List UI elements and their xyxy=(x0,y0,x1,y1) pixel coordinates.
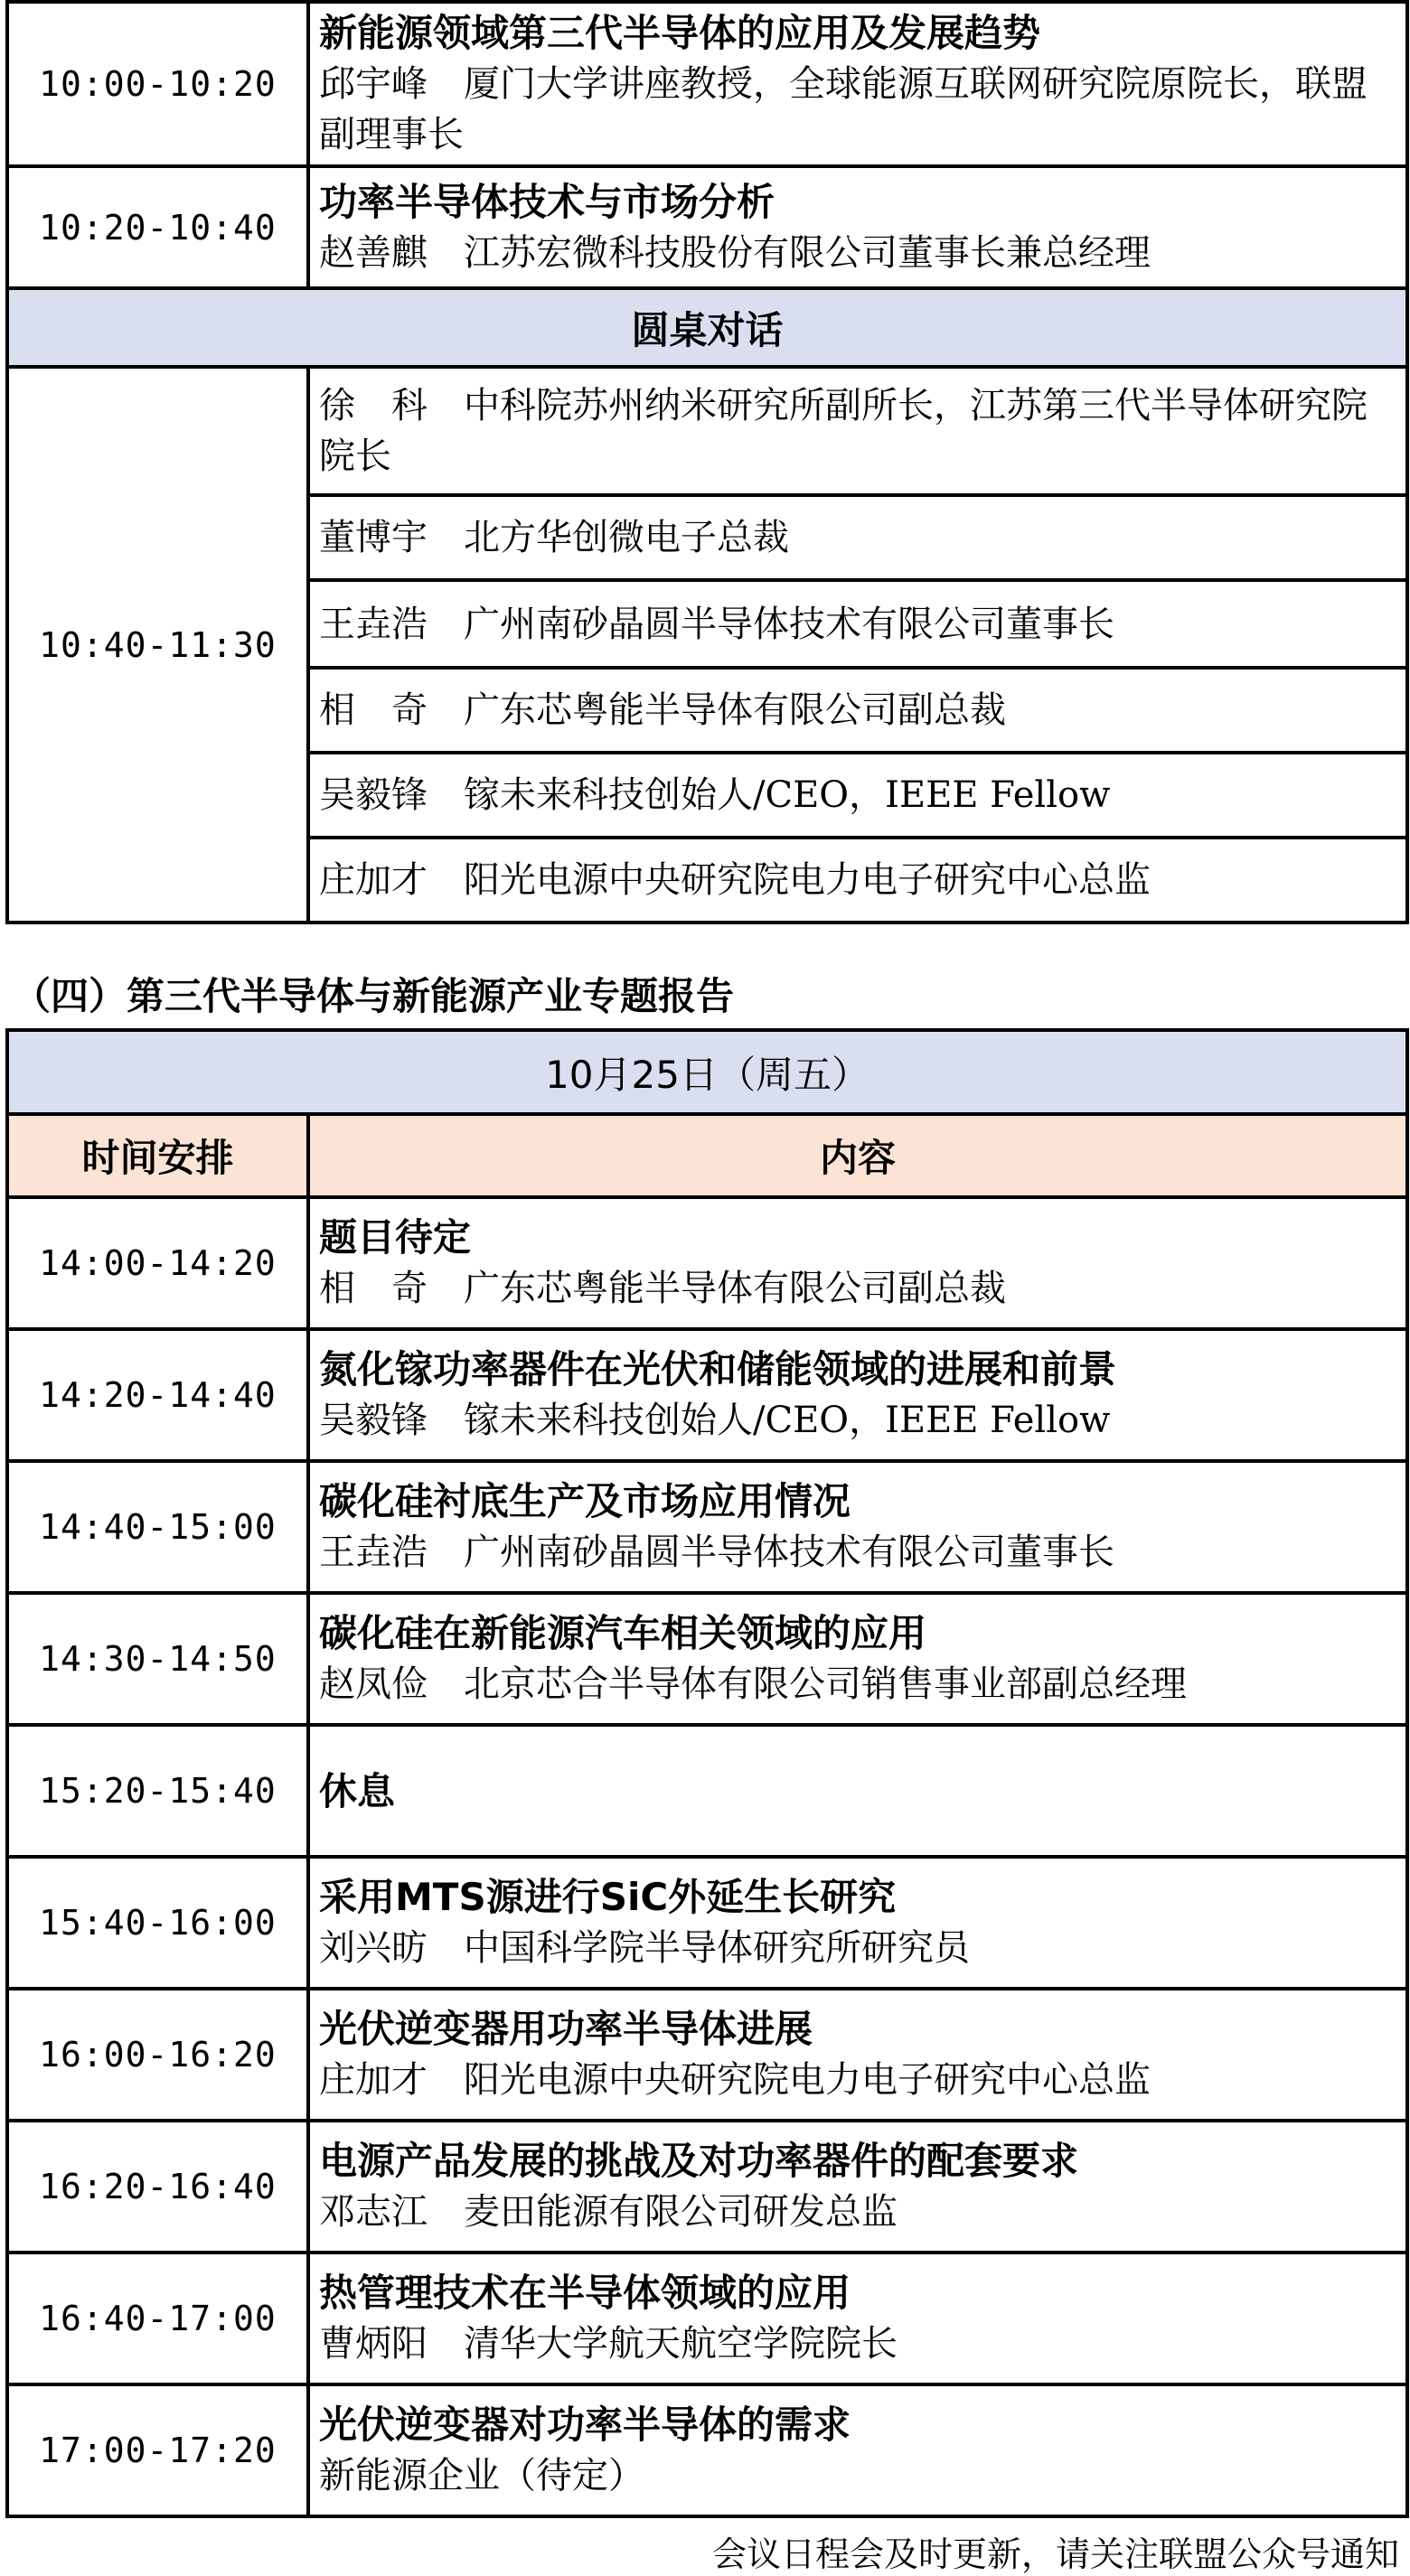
talk-title: 氮化镓功率器件在光伏和储能领域的进展和前景 xyxy=(319,1347,1117,1391)
content-cell xyxy=(308,1593,1407,1725)
content-cell xyxy=(308,1329,1407,1461)
talk-speaker: 王垚浩 广州南砂晶圆半导体技术有限公司董事长 xyxy=(319,1532,1114,1573)
agenda-table xyxy=(5,1028,1409,2518)
roundtable-time-cell: 10:40-11:30 xyxy=(7,367,308,923)
talk-title: 功率半导体技术与市场分析 xyxy=(319,179,776,224)
table-row xyxy=(7,1593,1407,1725)
talk-speaker: 刘兴昉 中国科学院半导体研究所研究员 xyxy=(319,1927,970,1969)
panelist: 相 奇 广东芯粤能半导体有限公司副总裁 xyxy=(308,668,1407,753)
content-cell xyxy=(308,1857,1407,1989)
panelist: 吴毅锋 镓未来科技创始人/CEO，IEEE Fellow xyxy=(308,753,1407,838)
table-row xyxy=(7,2253,1407,2384)
panelist: 王垚浩 广州南砂晶圆半导体技术有限公司董事长 xyxy=(308,580,1407,668)
time-cell: 10:00-10:20 xyxy=(7,2,308,166)
time-cell: 14:40-15:00 xyxy=(7,1461,308,1593)
time-cell: 10:20-10:40 xyxy=(7,166,308,288)
table-row xyxy=(7,2384,1407,2516)
table-row xyxy=(7,1461,1407,1593)
talk-speaker: 赵凤俭 北京芯合半导体有限公司销售事业部副总经理 xyxy=(319,1663,1187,1705)
column-header-row xyxy=(7,1114,1407,1197)
time-cell: 15:20-15:40 xyxy=(7,1725,308,1857)
table-row xyxy=(7,1725,1407,1857)
talk-title: 光伏逆变器对功率半导体的需求 xyxy=(319,2403,851,2447)
content-cell xyxy=(308,1989,1407,2121)
talk-speaker: 邓志江 麦田能源有限公司研发总监 xyxy=(319,2191,898,2233)
table-row xyxy=(7,166,1407,288)
talk-title: 题目待定 xyxy=(319,1215,472,1260)
time-cell: 14:30-14:50 xyxy=(7,1593,308,1725)
content-cell xyxy=(308,2,1407,166)
talk-title: 电源产品发展的挑战及对功率器件的配套要求 xyxy=(319,2139,1079,2183)
time-cell: 16:40-17:00 xyxy=(7,2253,308,2384)
talk-title: 新能源领域第三代半导体的应用及发展趋势 xyxy=(319,11,1041,55)
panelist-row xyxy=(7,367,1407,495)
talk-speaker: 邱宇峰 厦门大学讲座教授，全球能源互联网研究院原院长，联盟副理事长 xyxy=(319,63,1368,155)
table-row xyxy=(7,2121,1407,2253)
panelist: 庄加才 阳光电源中央研究院电力电子研究中心总监 xyxy=(308,838,1407,923)
panelist: 董博宇 北方华创微电子总裁 xyxy=(308,495,1407,580)
column-header-content: 内容 xyxy=(308,1114,1407,1197)
content-cell xyxy=(308,2384,1407,2516)
table-row xyxy=(7,1857,1407,1989)
talk-title: 碳化硅衬底生产及市场应用情况 xyxy=(319,1479,851,1523)
time-cell: 14:00-14:20 xyxy=(7,1197,308,1329)
date-header-row xyxy=(7,1030,1407,1114)
content-cell xyxy=(308,2121,1407,2253)
content-cell xyxy=(308,166,1407,288)
roundtable-label: 圆桌对话 xyxy=(7,288,1407,367)
date-header: 10月25日（周五） xyxy=(7,1030,1407,1114)
talk-speaker: 吴毅锋 镓未来科技创始人/CEO，IEEE Fellow xyxy=(319,1400,1111,1441)
table-row xyxy=(7,2,1407,166)
talk-title: 采用MTS源进行SiC外延生长研究 xyxy=(319,1875,897,1919)
talk-speaker: 相 奇 广东芯粤能半导体有限公司副总裁 xyxy=(319,1268,1006,1309)
talk-title: 碳化硅在新能源汽车相关领域的应用 xyxy=(319,1611,927,1655)
time-cell: 16:20-16:40 xyxy=(7,2121,308,2253)
talk-title: 热管理技术在半导体领域的应用 xyxy=(319,2271,851,2315)
agenda-table-continued xyxy=(5,0,1409,924)
content-cell xyxy=(308,1725,1407,1857)
table-row xyxy=(7,1197,1407,1329)
content-cell xyxy=(308,1461,1407,1593)
talk-speaker: 赵善麒 江苏宏微科技股份有限公司董事长兼总经理 xyxy=(319,231,1151,274)
time-cell: 17:00-17:20 xyxy=(7,2384,308,2516)
roundtable-header-row xyxy=(7,288,1407,367)
talk-title: 光伏逆变器用功率半导体进展 xyxy=(319,2007,813,2051)
table-row xyxy=(7,1329,1407,1461)
time-cell: 14:20-14:40 xyxy=(7,1329,308,1461)
section-heading: （四）第三代半导体与新能源产业专题报告 xyxy=(13,974,735,1018)
talk-speaker: 庄加才 阳光电源中央研究院电力电子研究中心总监 xyxy=(319,2059,1151,2101)
panelist: 徐 科 中科院苏州纳米研究所副所长，江苏第三代半导体研究院院长 xyxy=(308,367,1407,495)
talk-speaker: 曹炳阳 清华大学航天航空学院院长 xyxy=(319,2323,898,2365)
content-cell xyxy=(308,1197,1407,1329)
break-label: 休息 xyxy=(319,1768,396,1813)
table-row xyxy=(7,1989,1407,2121)
column-header-time: 时间安排 xyxy=(7,1114,308,1197)
content-cell xyxy=(308,2253,1407,2384)
time-cell: 16:00-16:20 xyxy=(7,1989,308,2121)
time-cell: 15:40-16:00 xyxy=(7,1857,308,1989)
footer-note: 会议日程会及时更新，请关注联盟公众号通知 xyxy=(711,2534,1399,2574)
talk-speaker: 新能源企业（待定） xyxy=(319,2455,644,2496)
